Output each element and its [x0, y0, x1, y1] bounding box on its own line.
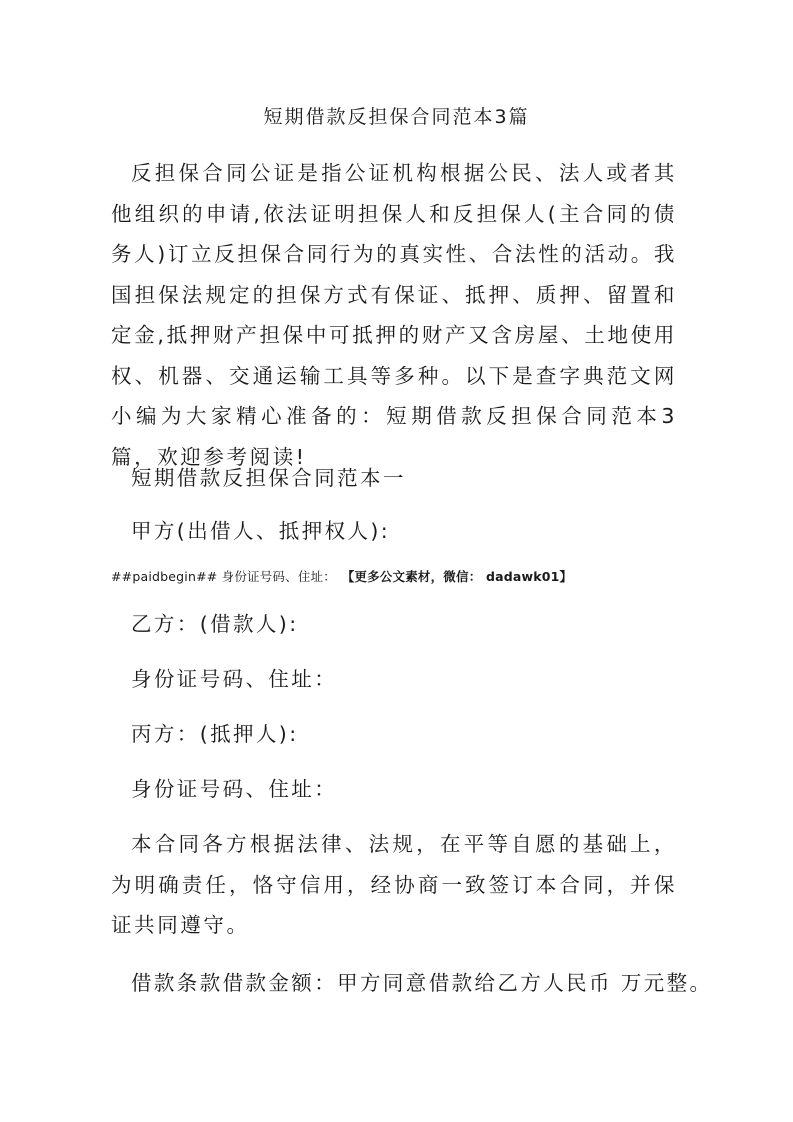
- promo-text: 【更多公文素材，微信： dadawk01】: [347, 569, 573, 584]
- paid-marker-line: [111, 567, 572, 587]
- party-a-line: 甲方(出借人、抵押权人):: [131, 519, 391, 543]
- paid-marker-text: ##paidbegin## 身份证号码、住址：: [111, 569, 336, 584]
- id-address-line-c: 身份证号码、住址：: [131, 777, 338, 801]
- agreement-paragraph: 本合同各方根据法律、法规，在平等自愿的基础上，为明确责任，恪守信用，经协商一致签订本合同，并保证共同遵守。: [111, 832, 677, 937]
- id-address-line-b: 身份证号码、住址：: [131, 667, 338, 691]
- party-c-line: 丙方：(抵押人):: [131, 722, 299, 746]
- loan-clause-line: 借款条款借款金额：甲方同意借款给乙方人民币 万元整。: [131, 971, 713, 995]
- intro-paragraph: 反担保合同公证是指公证机构根据公民、法人或者其他组织的申请,依法证明担保人和反担保人(主合同的债务人)订立反担保合同行为的真实性、合法性的活动。我国担保法规定的担保方式有保证、抵押、质押、留置和定金,抵押财产担保中可抵押的财产又含房屋、土地使用权、机器、交通运输工具等多种。以下是查字典范文网小编为大家精心准备的：短期借款反担保合同范本3篇，欢迎参考阅读!: [111, 161, 677, 469]
- section-heading: 短期借款反担保合同范本一: [131, 466, 406, 490]
- party-b-line: 乙方：(借款人):: [131, 612, 299, 636]
- document-title: 短期借款反担保合同范本3篇: [263, 106, 530, 128]
